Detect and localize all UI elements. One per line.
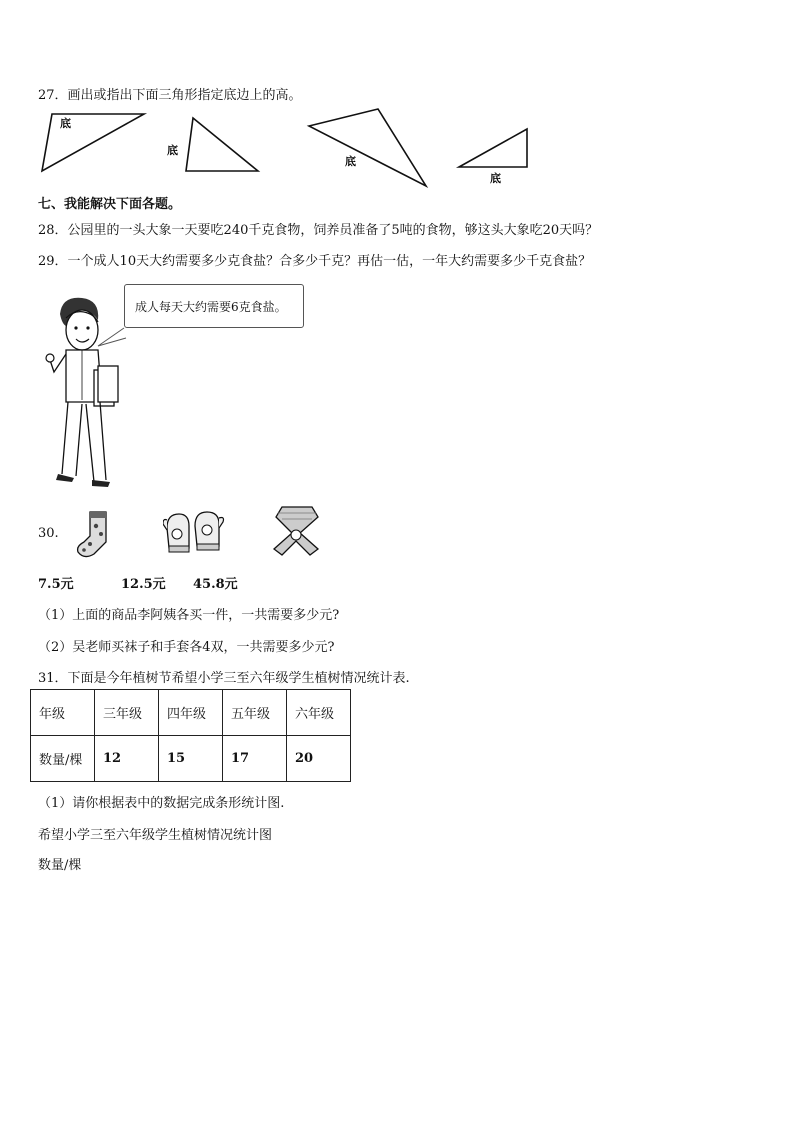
section-heading: 七、我能解决下面各题。 (38, 197, 182, 212)
q31-sub1: （1）请你根据表中的数据完成条形统计图. (38, 796, 285, 811)
base-label-4: 底 (490, 172, 501, 185)
triangles-figure (0, 100, 794, 195)
table-cell: 五年级 (223, 690, 287, 736)
q30-sub2: （2）吴老师买袜子和手套各4双，一共需要多少元? (38, 640, 335, 655)
speech-bubble: 成人每天大约需要6克食盐。 (124, 284, 304, 328)
table-row (31, 690, 351, 736)
table-cell: 六年级 (287, 690, 351, 736)
table-cell: 四年级 (159, 690, 223, 736)
q31-text: 31．下面是今年植树节希望小学三至六年级学生植树情况统计表. (38, 671, 410, 686)
base-label-3: 底 (345, 155, 356, 168)
tree-planting-table (30, 689, 351, 782)
table-row (31, 736, 351, 782)
q27-text: 27．画出或指出下面三角形指定底边上的高。 (38, 88, 302, 103)
price-mittens: 12.5元 (121, 577, 166, 592)
triangle-2 (186, 118, 258, 171)
table-cell: 17 (223, 736, 287, 782)
q28-text: 28．公园里的一头大象一天要吃240千克食物，饲养员准备了5吨的食物，够这头大象吃20天吗？ (38, 223, 599, 238)
triangle-1 (42, 114, 144, 171)
q30-number: 30. (38, 526, 59, 541)
chart-title: 希望小学三至六年级学生植树情况统计图 (38, 828, 273, 843)
table-cell: 数量/棵 (31, 736, 95, 782)
base-label-1: 底 (60, 117, 71, 130)
triangle-3 (309, 109, 426, 186)
price-scarf: 45.8元 (193, 577, 238, 592)
table-cell: 15 (159, 736, 223, 782)
q29-text: 29．一个成人10天大约需要多少克食盐？合多少千克？再估一估，一年大约需要多少千克食盐？ (38, 254, 592, 269)
mittens-icon (163, 508, 225, 556)
sock-icon (70, 508, 120, 560)
table-cell: 年级 (31, 690, 95, 736)
price-sock: 7.5元 (38, 577, 74, 592)
table-cell: 20 (287, 736, 351, 782)
scarf-icon (268, 505, 326, 557)
triangle-4 (459, 129, 527, 167)
table-cell: 三年级 (95, 690, 159, 736)
chart-ylabel: 数量/棵 (38, 858, 82, 873)
q30-sub1: （1）上面的商品李阿姨各买一件，一共需要多少元? (38, 608, 340, 623)
table-cell: 12 (95, 736, 159, 782)
base-label-2: 底 (167, 144, 178, 157)
